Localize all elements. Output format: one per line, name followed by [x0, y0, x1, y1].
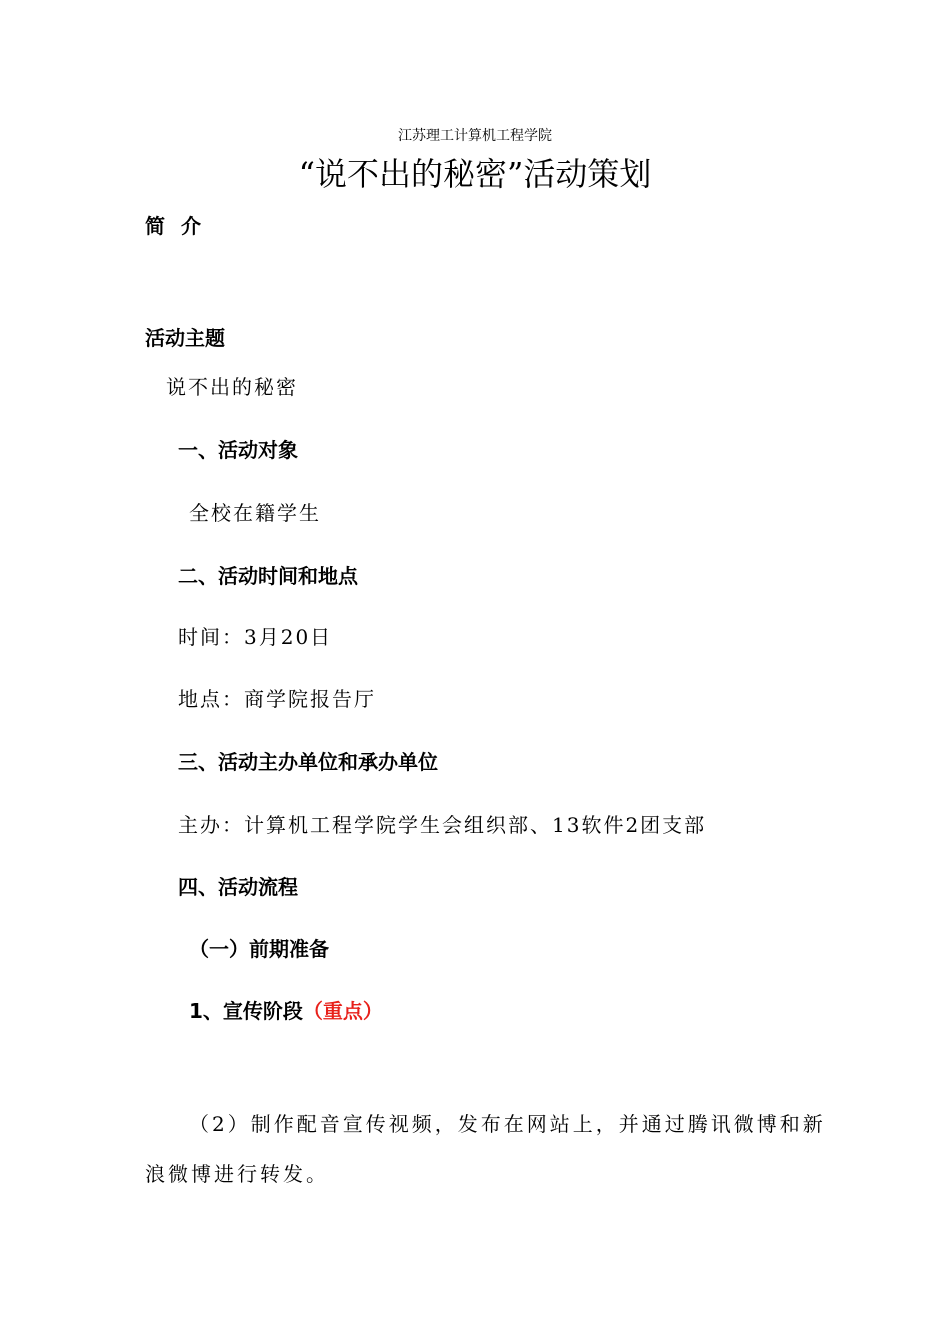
theme-value: 说不出的秘密 — [166, 375, 298, 399]
target-value: 全校在籍学生 — [189, 501, 321, 525]
organizer-text: 主办：计算机工程学院学生会组织部、13软件2团支部 — [178, 813, 707, 837]
intro-heading: 简介 — [145, 214, 217, 238]
process-heading: 四、活动流程 — [178, 875, 298, 899]
place-text: 地点：商学院报告厅 — [178, 687, 376, 711]
promotion-heading-label: 1、宣传阶段 — [189, 999, 303, 1023]
promotion-highlight: （重点） — [302, 999, 383, 1023]
college-name: 江苏理工计算机工程学院 — [398, 128, 552, 144]
target-heading: 一、活动对象 — [178, 438, 298, 462]
theme-heading: 活动主题 — [145, 326, 225, 350]
time-text: 时间：3月20日 — [178, 625, 333, 649]
preparation-heading: （一）前期准备 — [189, 937, 329, 961]
promotion-paragraph-line-1: （2）制作配音宣传视频，发布在网站上，并通过腾讯微博和新 — [189, 1112, 826, 1136]
document-title: “说不出的秘密”活动策划 — [298, 155, 652, 193]
time-place-heading: 二、活动时间和地点 — [178, 564, 358, 588]
promotion-paragraph-line-2: 浪微博进行转发。 — [145, 1162, 329, 1186]
organizer-heading: 三、活动主办单位和承办单位 — [178, 750, 438, 774]
promotion-heading — [189, 1001, 383, 1021]
